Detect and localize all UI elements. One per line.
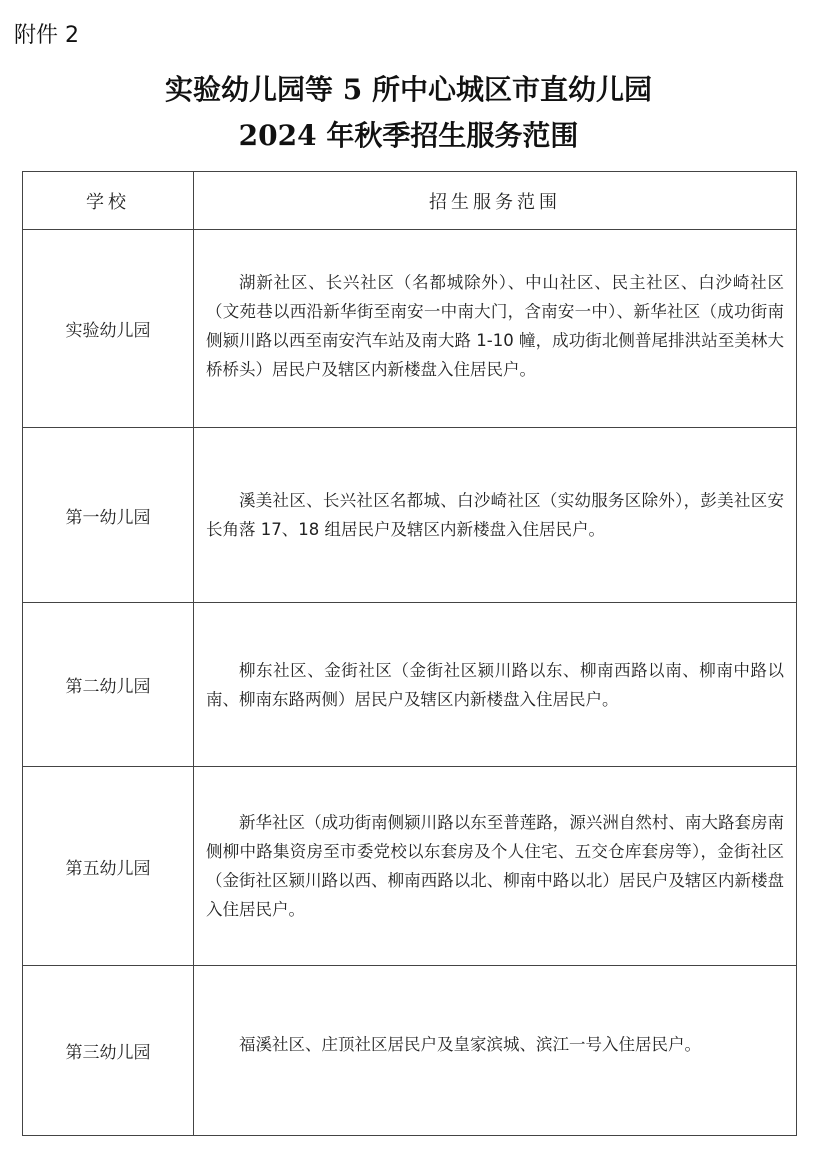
scope-cell [194, 230, 797, 428]
column-header-scope: 招生服务范围 [194, 172, 797, 230]
document-title-line-1: 实验幼儿园等 5 所中心城区市直幼儿园 [165, 73, 652, 106]
scope-cell [194, 966, 797, 1136]
school-name: 第二幼儿园 [23, 603, 194, 767]
scope-text: 新华社区（成功街南侧颍川路以东至普莲路，源兴洲自然村、南大路套房南侧柳中路集资房至市委党校以东套房及个人住宅、五交仓库套房等），金街社区（金街社区颍川路以西、柳南西路以北、柳南中路以北）居民户及辖区内新楼盘入住居民户。 [206, 813, 784, 919]
scope-cell [194, 428, 797, 603]
table-row [23, 767, 797, 966]
table-row [23, 966, 797, 1136]
column-header-school: 学校 [23, 172, 194, 230]
table-row [23, 603, 797, 767]
scope-cell [194, 603, 797, 767]
scope-text: 柳东社区、金街社区（金街社区颍川路以东、柳南西路以南、柳南中路以南、柳南东路两侧）居民户及辖区内新楼盘入住居民户。 [206, 660, 784, 709]
table-row [23, 428, 797, 603]
school-name: 第五幼儿园 [23, 767, 194, 966]
table-header-row [23, 172, 797, 230]
enrollment-scope-table [22, 171, 797, 1136]
school-name: 实验幼儿园 [23, 230, 194, 428]
scope-text: 福溪社区、庄顶社区居民户及皇家滨城、滨江一号入住居民户。 [239, 1035, 701, 1054]
scope-text: 溪美社区、长兴社区名都城、白沙崎社区（实幼服务区除外），彭美社区安长角落 17、18 组居民户及辖区内新楼盘入住居民户。 [206, 491, 784, 539]
table-row [23, 230, 797, 428]
school-name: 第一幼儿园 [23, 428, 194, 603]
school-name: 第三幼儿园 [23, 966, 194, 1136]
scope-cell [194, 767, 797, 966]
attachment-label: 附件 2 [14, 23, 79, 48]
scope-text: 湖新社区、长兴社区（名都城除外）、中山社区、民主社区、白沙崎社区（文苑巷以西沿新华街至南安一中南大门，含南安一中）、新华社区（成功街南侧颍川路以西至南安汽车站及南大路 1-10 幢，成功街北侧普尾排洪站至美林大桥桥头）居民户及辖区内新楼盘入住居民户。 [206, 272, 784, 379]
document-title-line-2: 2024 年秋季招生服务范围 [238, 119, 579, 152]
